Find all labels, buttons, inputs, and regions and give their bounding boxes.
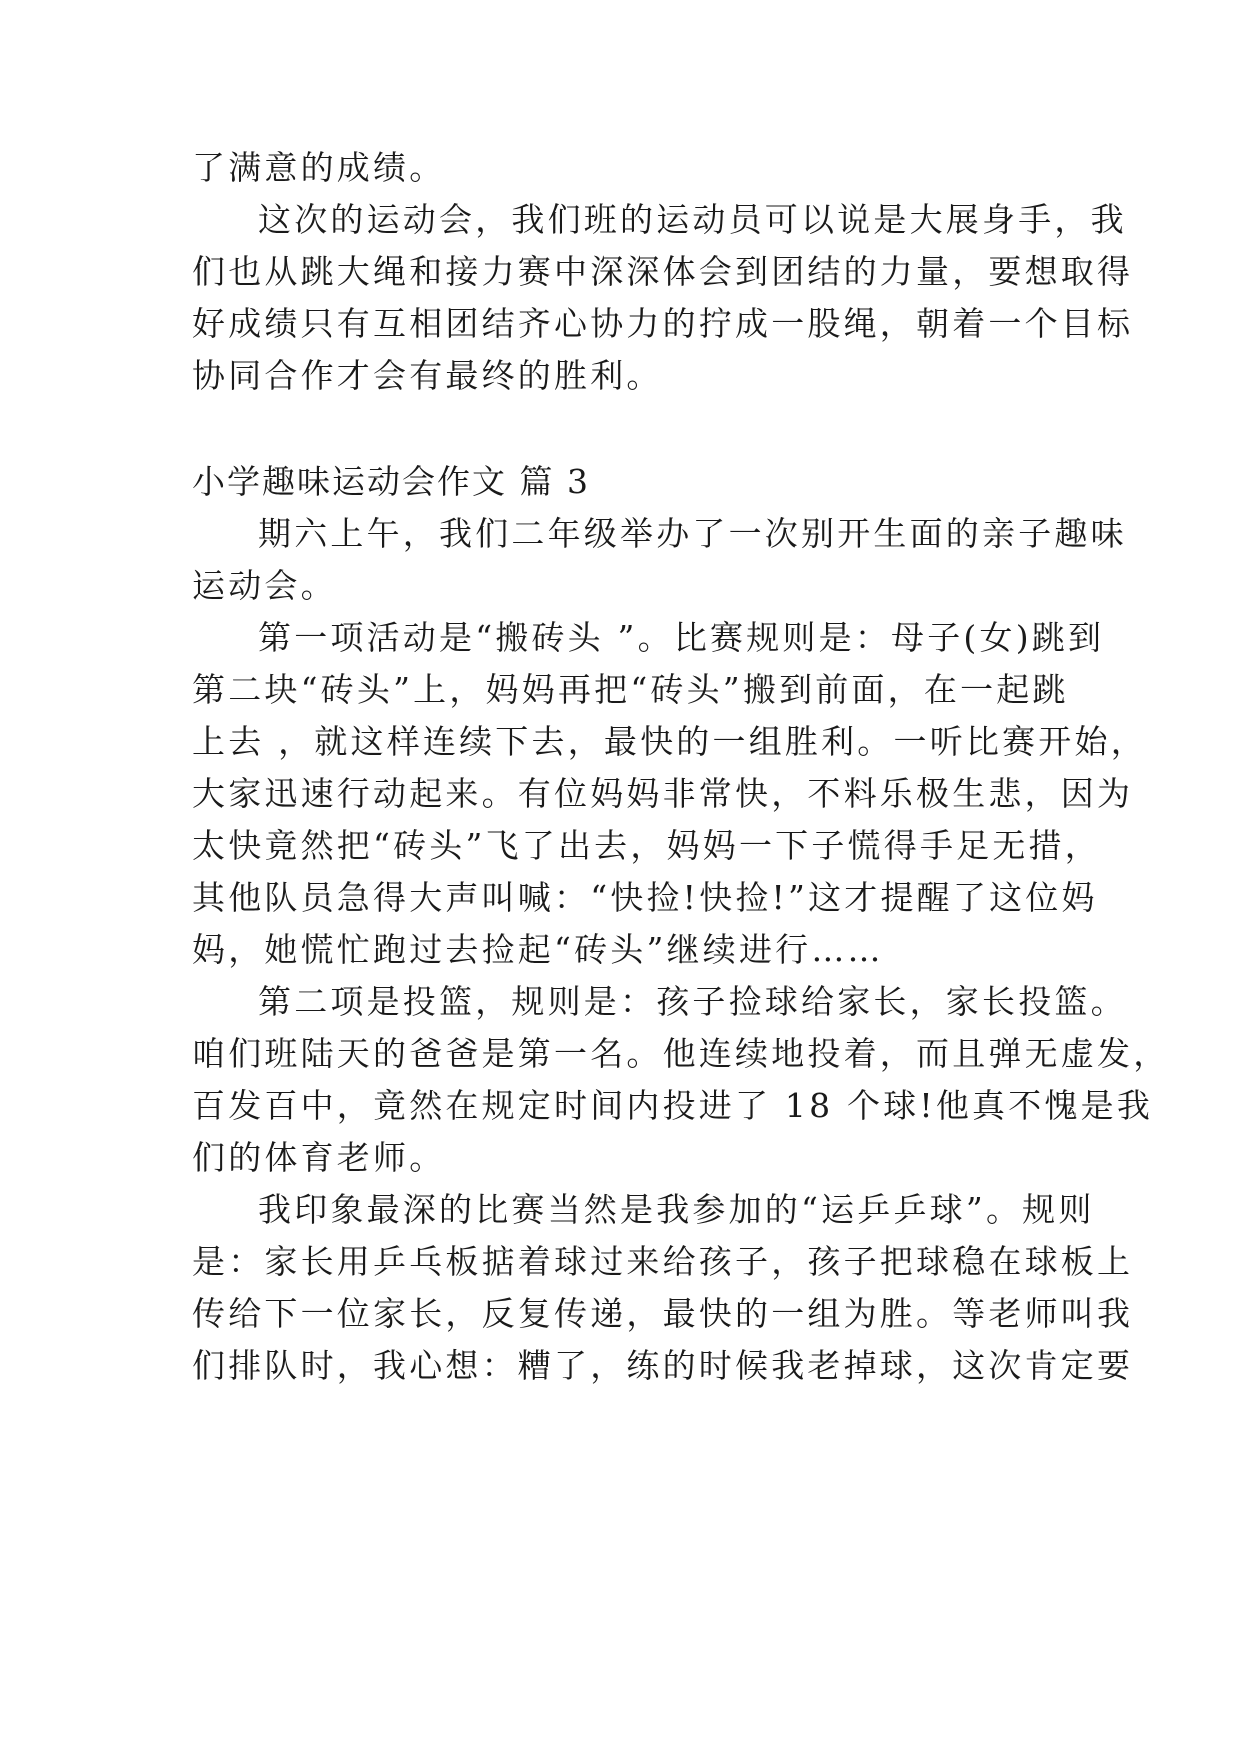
text-line: 第二块“砖头”上，妈妈再把“砖头”搬到前面，在一起跳 [192,670,1069,709]
text-line: 们排队时，我心想：糟了，练的时候我老掉球，这次肯定要 [192,1346,1134,1385]
text-line: 们也从跳大绳和接力赛中深深体会到团结的力量，要想取得 [192,252,1134,291]
paragraph-first-line: 期六上午，我们二年级举办了一次别开生面的亲子趣味 [258,514,1127,553]
section-heading: 小学趣味运动会作文 篇 3 [192,462,590,501]
text-line: 传给下一位家长，反复传递，最快的一组为胜。等老师叫我 [192,1294,1134,1333]
paragraph-first-line: 这次的运动会，我们班的运动员可以说是大展身手，我 [258,200,1127,239]
text-line: 大家迅速行动起来。有位妈妈非常快，不料乐极生悲，因为 [192,774,1134,813]
text-line: 协同合作才会有最终的胜利。 [192,356,663,395]
text-line: 是：家长用乒乓板掂着球过来给孩子，孩子把球稳在球板上 [192,1242,1134,1281]
text-line: 们的体育老师。 [192,1138,446,1177]
text-line: 太快竟然把“砖头”飞了出去，妈妈一下子慌得手足无措， [192,826,1101,865]
text-line: 其他队员急得大声叫喊：“快捡!快捡!”这才提醒了这位妈 [192,878,1098,917]
text-line: 妈，她慌忙跑过去捡起“砖头”继续进行…… [192,930,884,969]
text-line: 上去 ，就这样连续下去，最快的一组胜利。一听比赛开始， [192,722,1147,761]
text-line: 百发百中，竟然在规定时间内投进了 18 个球!他真不愧是我 [192,1086,1154,1125]
paragraph-first-line: 第二项是投篮，规则是：孩子捡球给家长，家长投篮。 [258,982,1127,1021]
text-line: 好成绩只有互相团结齐心协力的拧成一股绳，朝着一个目标 [192,304,1134,343]
text-line: 了满意的成绩。 [192,148,446,187]
paragraph-first-line: 我印象最深的比赛当然是我参加的“运乒乒球”。规则 [258,1190,1095,1229]
text-line: 咱们班陆天的爸爸是第一名。他连续地投着，而且弹无虚发， [192,1034,1170,1073]
text-line: 运动会。 [192,566,337,605]
paragraph-first-line: 第一项活动是“搬砖头 ”。比赛规则是：母子(女)跳到 [258,618,1105,657]
